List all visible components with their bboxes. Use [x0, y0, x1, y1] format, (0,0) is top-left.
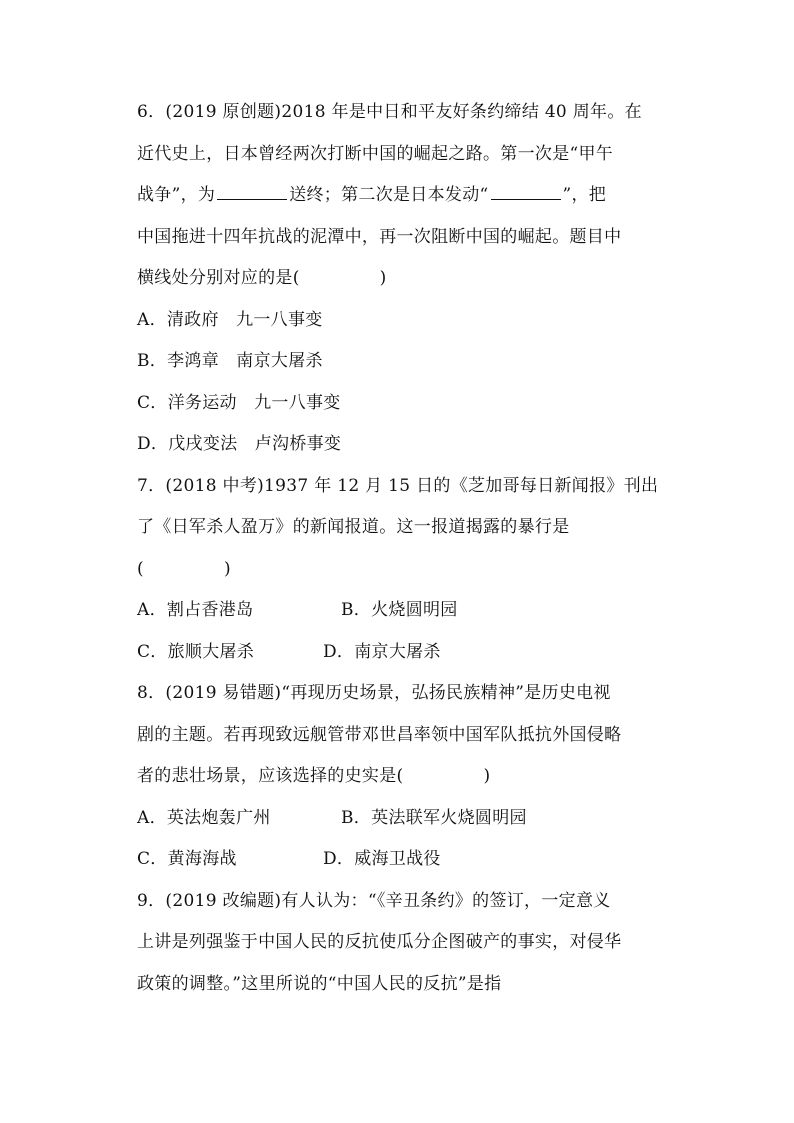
q8-option-d: D．威海卫战役 — [323, 849, 441, 869]
q6-line-4: 中国拖进十四年抗战的泥潭中，再一次阻断中国的崛起。题目中 — [137, 226, 622, 247]
q6-line-5 — [137, 268, 667, 288]
q7-line-3 — [137, 559, 667, 579]
q7-option-d: D．南京大屠杀 — [323, 641, 441, 662]
q6-option-a: A．清政府 九一八事变 — [137, 309, 323, 330]
q8-answer-close: ) — [483, 766, 491, 786]
q9-line-1: 9．(2019 改编题)有人认为：“《辛丑条约》的签订，一定意义 — [137, 890, 611, 911]
q6-option-d: D．戊戌变法 卢沟桥事变 — [137, 434, 342, 454]
q7-line-1: 7．(2018 中考)1937 年 12 月 15 日的《芝加哥每日新闻报》刊出 — [137, 475, 659, 496]
q6-line-1: 6．(2019 原创题)2018 年是中日和平友好条约缔结 40 周年。在 — [137, 102, 642, 122]
q6-answer-open: 横线处分别对应的是( — [137, 268, 300, 288]
q6-line-3-part-c: ”，把 — [562, 185, 607, 205]
q7-answer-open: ( — [137, 558, 144, 579]
q7-option-b: B．火烧圆明园 — [341, 600, 458, 620]
q6-option-c: C．洋务运动 九一八事变 — [137, 392, 341, 413]
q9-line-2: 上讲是列强鉴于中国人民的反抗使瓜分企图破产的事实，对侵华 — [137, 932, 622, 952]
q7-options-row-1 — [137, 600, 667, 620]
q8-options-row-1 — [137, 808, 667, 828]
q8-option-a: A．英法炮轰广州 — [137, 807, 271, 828]
q6-line-3-part-a: 战争”，为 — [137, 185, 216, 205]
q7-option-c: C．旅顺大屠杀 — [137, 641, 255, 662]
document-page — [137, 102, 667, 1015]
q7-answer-close: ) — [223, 558, 231, 579]
q6-line-3-part-b: 送终；第二次是日本发动“ — [289, 185, 489, 205]
q8-line-1: 8．(2019 易错题)“再现历史场景，弘扬民族精神”是历史电视 — [137, 683, 611, 703]
q8-line-2: 剧的主题。若再现致远舰管带邓世昌率领中国军队抵抗外国侵略 — [137, 724, 622, 745]
q8-answer-open: 者的悲壮场景，应该选择的史实是( — [137, 766, 404, 786]
q8-line-3 — [137, 766, 667, 786]
q7-line-2: 了《日军杀人盈万》的新闻报道。这一报道揭露的暴行是 — [137, 517, 570, 537]
q7-option-a: A．割占香港岛 — [137, 600, 254, 620]
q6-line-3 — [137, 185, 667, 205]
q6-answer-close: ) — [379, 268, 387, 288]
q8-option-b: B．英法联军火烧圆明园 — [341, 807, 527, 828]
q9-line-3: 政策的调整。”这里所说的“中国人民的反抗”是指 — [137, 973, 502, 994]
q6-blank-1 — [217, 185, 287, 200]
q6-line-2: 近代史上，日本曾经两次打断中国的崛起之路。第一次是“甲午 — [137, 143, 614, 164]
q6-blank-2 — [491, 185, 561, 200]
q7-options-row-2 — [137, 642, 667, 662]
q8-options-row-2 — [137, 849, 667, 869]
q6-option-b: B．李鸿章 南京大屠杀 — [137, 351, 323, 371]
q8-option-c: C．黄海海战 — [137, 849, 237, 869]
